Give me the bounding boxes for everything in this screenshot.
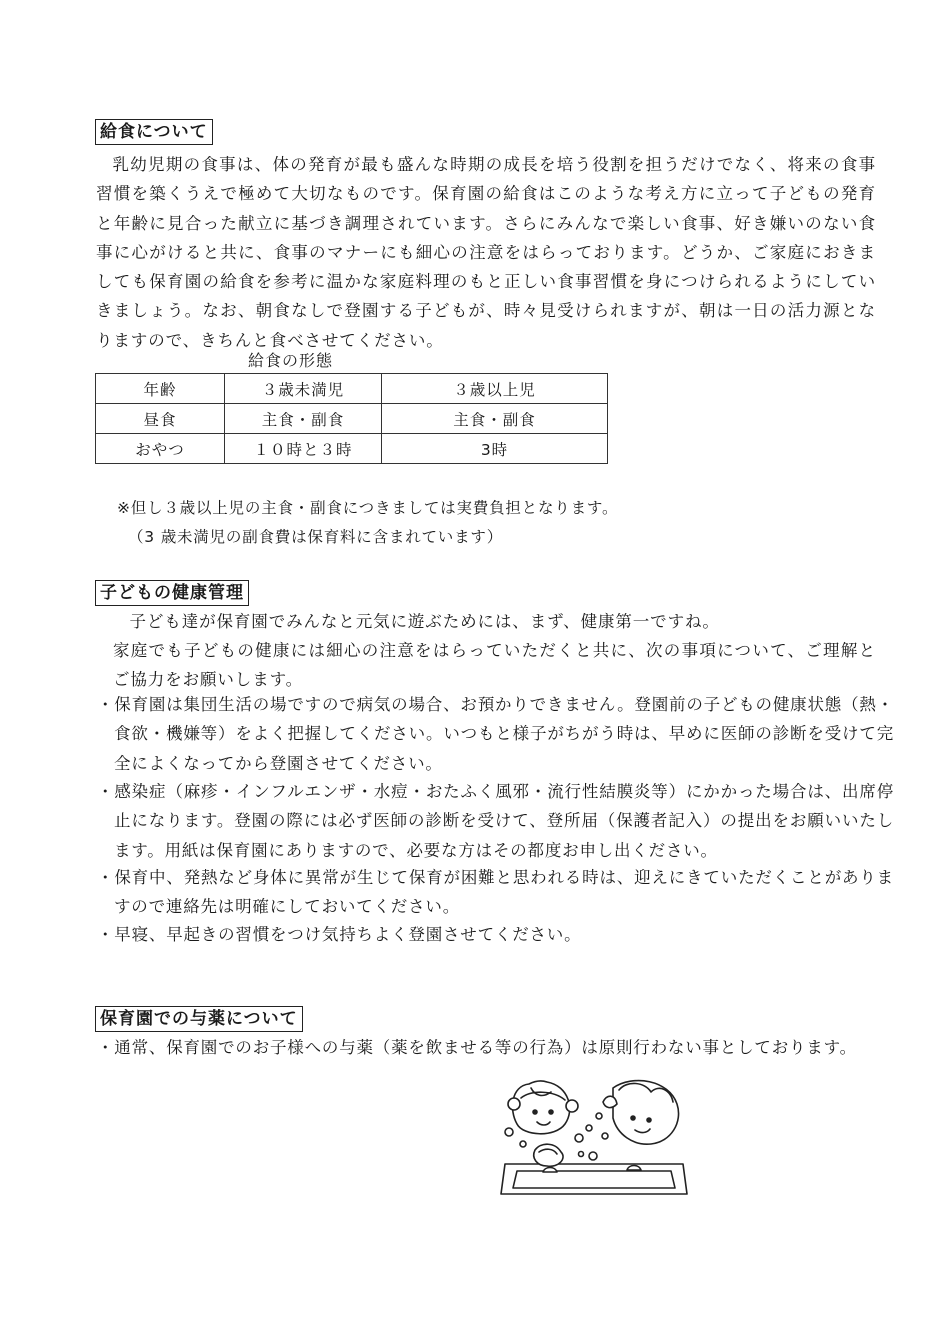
health-section-title: 子どもの健康管理: [95, 580, 249, 606]
table-cell: 3時: [382, 434, 608, 464]
table-cell: 昼食: [96, 404, 225, 434]
health-intro-1: 子ども達が保育園でみんなと元気に遊ぶためには、まず、健康第一ですね。: [129, 612, 720, 631]
health-item-illness: ・保育園は集団生活の場ですので病気の場合、お預かりできません。登園前の子どもの健康状態（熱・食欲・機嫌等）をよく把握してください。いつもと様子がちがう時は、早めに医師の診断を受けて完全によくなってから登園させてください。: [97, 695, 894, 773]
meal-paragraph: 乳幼児期の食事は、体の発育が最も盛んな時期の成長を培う役割を担うだけでなく、将来の食事習慣を築くうえで極めて大切なものです。保育園の給食はこのような考え方に立って子どもの発育と年齢に見合った献立に基づき調理されています。さらにみんなで楽しい食事、好き嫌いのない食事に心がけると共に、食事のマナーにも細心の注意をはらっております。どうか、ご家庭におきましても保育園の給食を参考に温かな家庭料理のもと正しい食事習慣を身につけられるようにしていきましょう。なお、朝食なしで登園する子どもが、時々見受けられますが、朝は一日の活力源となりますので、きちんと食べさせてください。: [96, 155, 876, 350]
health-item-sleep: ・早寝、早起きの習慣をつけ気持ちよく登園させてください。: [97, 925, 582, 944]
table-cell: １０時と３時: [225, 434, 382, 464]
medicine-item: ・通常、保育園でのお子様への与薬（薬を飲ませる等の行為）は原則行わない事としております。: [97, 1038, 857, 1057]
table-cell: ３歳未満児: [225, 374, 382, 404]
health-intro-2: 家庭でも子どもの健康には細心の注意をはらっていただくと共に、次の事項について、ご理解とご協力をお願いします。: [113, 641, 876, 690]
table-cell: 主食・副食: [225, 404, 382, 434]
meal-note-cost: ※但し３歳以上児の主食・副食につきましては実費負担となります。: [117, 499, 619, 517]
health-item-infection: ・感染症（麻疹・インフルエンザ・水痘・おたふく風邪・流行性結膜炎等）にかかった場合は、出席停止になります。登園の際には必ず医師の診断を受けて、登所届（保護者記入）の提出をお願いいたします。用紙は保育園にありますので、必要な方はその都度お申し出ください。: [97, 782, 894, 860]
table-cell: 年齢: [96, 374, 225, 404]
health-item-fever: ・保育中、発熱など身体に異常が生じて保育が困難と思われる時は、迎えにきていただくことがありますので連絡先は明確にしておいてください。: [97, 868, 894, 917]
table-header-row: [96, 374, 608, 404]
meal-section-title: 給食について: [95, 119, 213, 145]
table-cell: おやつ: [96, 434, 225, 464]
meal-note-included: （3 歳未満児の副食費は保育料に含まれています）: [128, 528, 503, 546]
table-row: [96, 404, 608, 434]
table-cell: 主食・副食: [382, 404, 608, 434]
meal-table-caption: 給食の形態: [248, 351, 334, 370]
medicine-section-title: 保育園での与薬について: [95, 1006, 303, 1032]
table-cell: ３歳以上児: [382, 374, 608, 404]
table-row: [96, 434, 608, 464]
children-washing-hands-icon: [495, 1076, 693, 1201]
meal-table: [95, 373, 608, 464]
